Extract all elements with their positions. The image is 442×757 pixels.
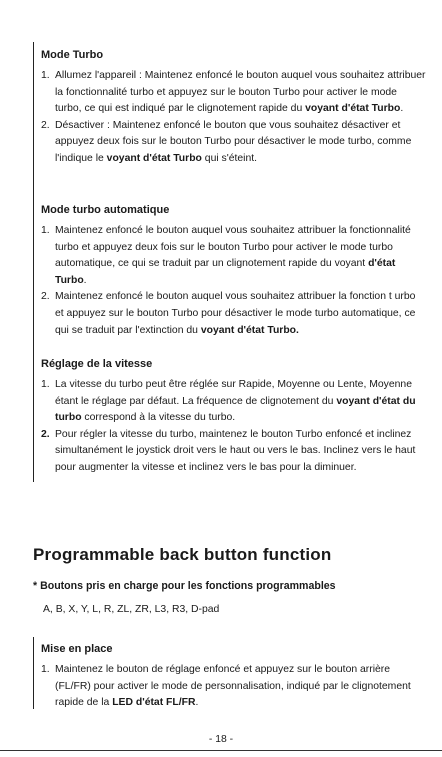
page-number: - 18 -	[208, 734, 234, 745]
setup-list	[41, 662, 426, 712]
heading-speed: Réglage de la vitesse	[41, 358, 153, 370]
setup-item-1: 1. Maintenez le bouton de réglage enfoncé et appuyez sur le bouton arrière (FL/FR) pour activer le mode de personnalisation, indiqué par le clignotement rapide de la LED d'état FL/FR.	[41, 664, 411, 709]
supported-buttons-note: * Boutons pris en charge pour les fonctions programmables	[33, 580, 336, 592]
heading-setup: Mise en place	[41, 643, 113, 655]
turbo-item-2: 2. Désactiver : Maintenez enfoncé le bouton que vous souhaitez désactiver et appuyez deux fois sur le bouton Turbo pour désactiver le mode turbo, comme l'indique le voyant d'état Turbo qui s'éteint.	[41, 119, 412, 164]
auto-turbo-item-2: 2. Maintenez enfoncé le bouton auquel vous souhaitez attribuer la fonction t urbo et appuyez sur le bouton Turbo pour désactiver le mode turbo automatique, ce qui se traduit par l'extinction du voyant d'état Turbo.	[41, 291, 416, 336]
section-speed	[41, 357, 426, 477]
turbo-item-1: 1. Allumez l'appareil : Maintenez enfoncé le bouton auquel vous souhaitez attribuer la fonctionnalité turbo et appuyez sur le bouton Turbo pour activer le mode turbo, ce qui est indiqué par le clignotement rapide du voyant d'état Turbo.	[41, 70, 426, 115]
section-setup	[41, 642, 426, 712]
auto-turbo-item-1: 1. Maintenez enfoncé le bouton auquel vous souhaitez attribuer la fonctionnalité turbo et appuyez deux fois sur le bouton Turbo pour activer le mode turbo automatique, ce qui se traduit par un clignotement rapide du voyant d'état Turbo.	[41, 225, 411, 286]
section-turbo	[41, 48, 426, 168]
auto-turbo-list	[41, 223, 426, 339]
section-left-rule	[33, 42, 34, 482]
section-title-programmable: Programmable back button function	[33, 545, 332, 564]
heading-auto-turbo: Mode turbo automatique	[41, 204, 170, 216]
turbo-list	[41, 68, 426, 168]
speed-item-1: 1. La vitesse du turbo peut être réglée sur Rapide, Moyenne ou Lente, Moyenne étant le réglage par défaut. La fréquence de clignotement du voyant d'état du turbo correspond à la vitesse du turbo.	[41, 379, 416, 424]
section-auto-turbo	[41, 203, 426, 339]
speed-list	[41, 377, 426, 477]
supported-buttons-list: A, B, X, Y, L, R, ZL, ZR, L3, R3, D-pad	[43, 604, 220, 615]
heading-turbo: Mode Turbo	[41, 49, 104, 61]
speed-item-2: 2. Pour régler la vitesse du turbo, maintenez le bouton Turbo enfoncé et inclinez simultanément le joystick droit vers le haut ou vers le bas. Inclinez vers le haut pour augmenter la vitesse et inclinez vers le bas pour la diminuer.	[41, 428, 416, 473]
setup-left-rule	[33, 637, 34, 709]
bottom-divider	[0, 750, 442, 751]
